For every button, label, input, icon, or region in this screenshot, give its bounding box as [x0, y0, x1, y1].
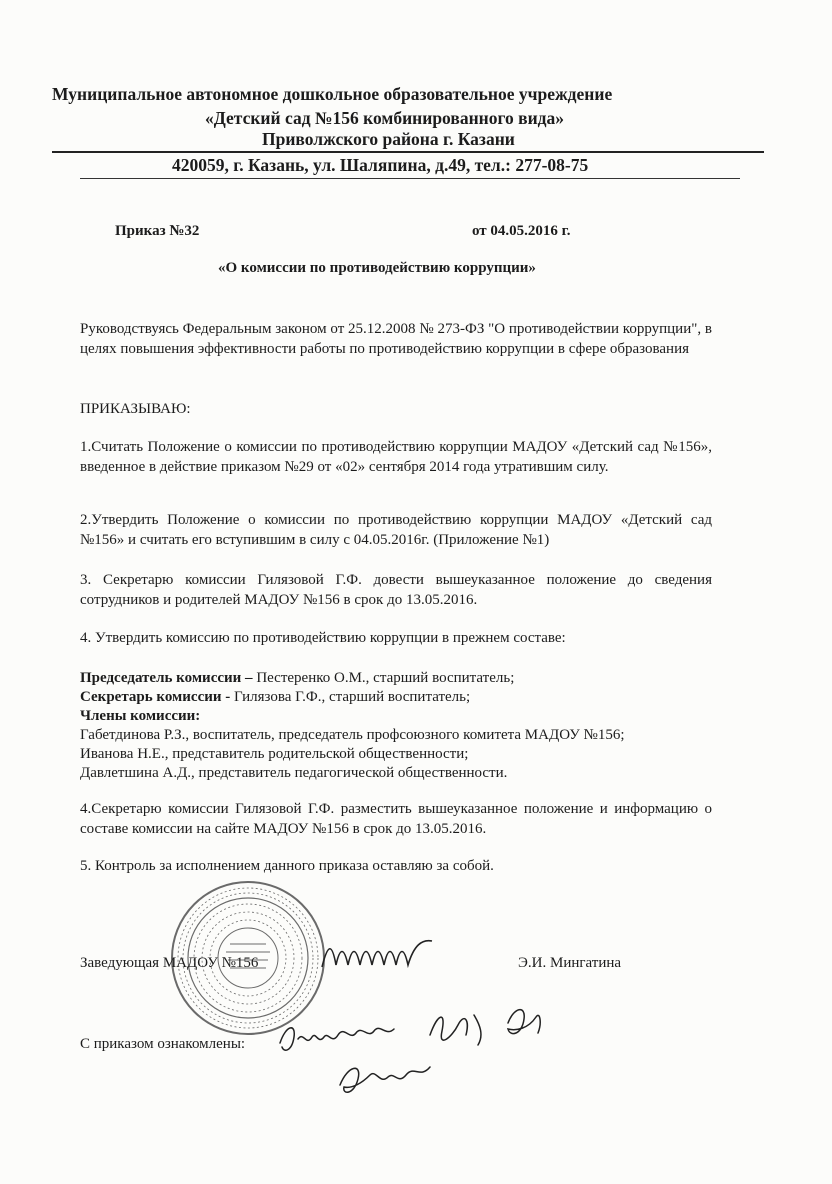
- org-name-line2: «Детский сад №156 комбинированного вида»: [205, 108, 565, 128]
- director-signature: [318, 935, 438, 980]
- command-word: ПРИКАЗЫВАЮ:: [80, 401, 191, 417]
- item-4: 4. Утвердить комиссию по противодействию коррупции в прежнем составе:: [80, 630, 566, 646]
- member-item: Давлетшина А.Д., представитель педагогической общественности.: [80, 765, 508, 781]
- commission-chair: [80, 670, 514, 687]
- chair-text: Пестеренко О.М., старший воспитатель;: [252, 670, 515, 686]
- order-date: от 04.05.2016 г.: [472, 223, 571, 239]
- address-rule: [80, 178, 740, 179]
- director-name: Э.И. Мингатина: [518, 955, 622, 971]
- staff-signatures: [270, 995, 590, 1120]
- item-3: 3. Секретарю комиссии Гилязовой Г.Ф. довести вышеуказанное положение до сведения сотрудников и родителей МАДОУ №156 в срок до 13.05.2016.: [80, 572, 712, 608]
- header-rule: [52, 151, 764, 153]
- commission-secretary: [80, 689, 470, 706]
- org-name-line1: Муниципальное автономное дошкольное образовательное учреждение: [52, 84, 613, 104]
- org-address: 420059, г. Казань, ул. Шаляпина, д.49, тел.: 277-08-75: [172, 155, 589, 175]
- order-number: Приказ №32: [115, 223, 200, 239]
- item-2: 2.Утвердить Положение о комиссии по противодействию коррупции МАДОУ «Детский сад №156» и считать его вступившим в силу с 04.05.2016г. (Приложение №1): [80, 512, 712, 548]
- item-5: 4.Секретарю комиссии Гилязовой Г.Ф. разместить вышеуказанное положение и информацию о составе комиссии на сайте МАДОУ №156 в срок до 13.05.2016.: [80, 801, 712, 837]
- member-item: Иванова Н.Е., представитель родительской общественности;: [80, 746, 469, 762]
- members-label: Члены комиссии:: [80, 708, 201, 724]
- secretary-label: Секретарь комиссии -: [80, 689, 231, 705]
- chair-label: Председатель комиссии –: [80, 670, 253, 686]
- director-position: Заведующая МАДОУ №156: [80, 955, 259, 971]
- item-1: 1.Считать Положение о комиссии по противодействию коррупции МАДОУ «Детский сад №156», введенное в действие приказом №29 от «02» сентября 2014 года утратившим силу.: [80, 439, 712, 475]
- preamble: Руководствуясь Федеральным законом от 25.12.2008 № 273-ФЗ "О противодействии коррупции", в целях повышения эффективности работы по противодействию коррупции в сфере образования: [80, 321, 712, 357]
- org-name-line3: Приволжского района г. Казани: [262, 129, 515, 149]
- member-item: Габетдинова Р.З., воспитатель, председатель профсоюзного комитета МАДОУ №156;: [80, 727, 625, 743]
- order-title: «О комиссии по противодействию коррупции»: [218, 260, 536, 276]
- item-6: 5. Контроль за исполнением данного приказа оставляю за собой.: [80, 858, 494, 874]
- secretary-text: Гилязова Г.Ф., старший воспитатель;: [230, 689, 471, 705]
- acknowledged-label: С приказом ознакомлены:: [80, 1036, 246, 1052]
